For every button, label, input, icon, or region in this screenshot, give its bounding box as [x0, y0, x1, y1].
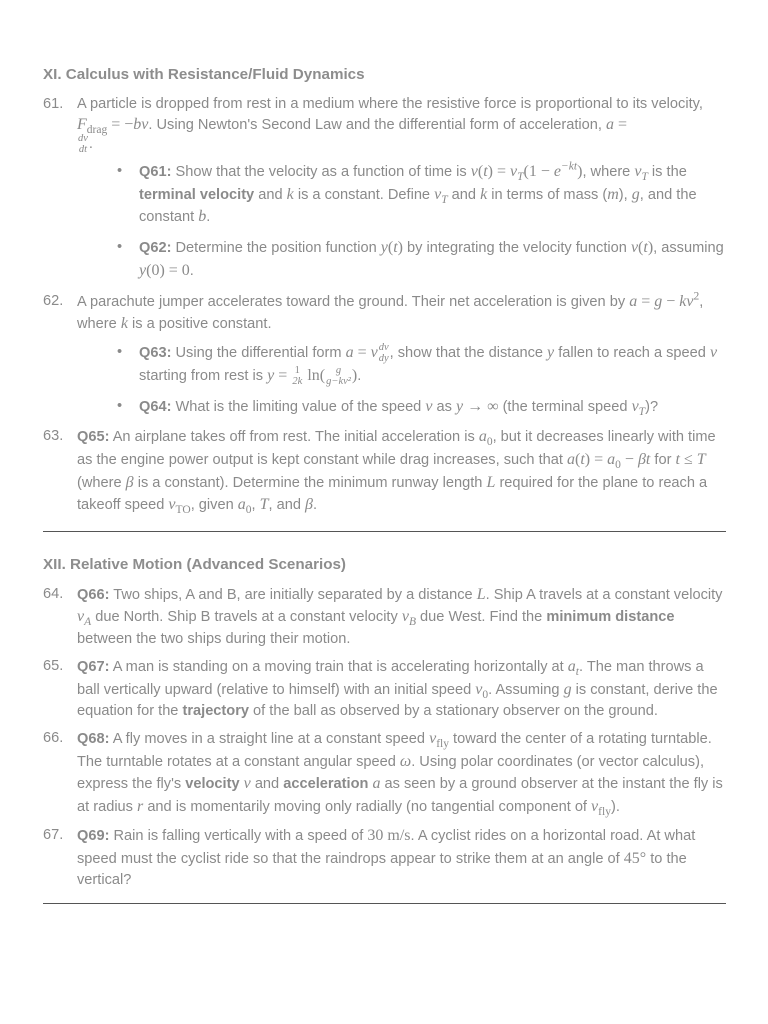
- question-number: 67.: [43, 826, 64, 843]
- question-61: 61. A particle is dropped from rest in a medium where the resistive force is proportional to its velocity, $F_{drag} = -bv$. Using Newton's Second Law and the differential form of acceleration, a = dv dt . • Q61: Show that the velocity as a function of time is $v(t) = v_T(1 - e^{-kt})$, where $v_T$ is the terminal velocity and k is a constant. Define $v_T$ and k in terms of mass (m), g, and the constant b. • Q62: Determine the position function y(t) by integrating the velocity function v(t), assuming y(0) = 0.: [43, 94, 726, 283]
- question-number: 64.: [43, 585, 64, 602]
- math-velocity-function: $v(t) = v_T(1 - e^{-kt})$: [470, 160, 583, 184]
- subquestion-q61: • Q61: Show that the velocity as a function of time is $v(t) = v_T(1 - e^{-kt})$, where $v_T$ is the terminal velocity and k is a constant. Define $v_T$ and k in terms of mass (m), g, and the constant b.: [139, 161, 726, 229]
- question-number: 63.: [43, 428, 64, 445]
- math-drag-force: $F_{drag} = -bv$: [77, 116, 149, 137]
- question-64: 64. Q66: Two ships, A and B, are initially separated by a distance L. Ship A travels at a constant velocity $v_A$ due North. Ship B travels at a constant velocity $v_B$ due West. Find the minimum distance between the two ships during their motion.: [43, 585, 723, 648]
- question-67: 67. Q69: Rain is falling vertically with a speed of 30 m/s. A cyclist rides on a horizontal road. At what speed must the cyclist ride so that the raindrops appear to strike them at an angle of 45° to the vertical?: [43, 826, 696, 889]
- subquestion-q64: • Q64: What is the limiting value of the speed v as y → ∞ (the terminal speed $v_T$)?: [139, 396, 726, 419]
- question-66: 66. Q68: A fly moves in a straight line at a constant speed $v_{fly}$ toward the center of a rotating turntable. The turntable rotates at a constant angular speed ω. Using polar coordinates (or vector calculus), express the fly's velocity v and acceleration a as seen by a ground observer at the instant the fly is at radius r and is momentarily moving only radially (no tangential component of $v_{fly}$).: [43, 730, 723, 819]
- question-65: 65. Q67: A man is standing on a moving train that is accelerating horizontally at $a_t$. The man throws a ball vertically upward (relative to himself) with an initial speed $v_0$. Assuming g is constant, derive the equation for the trajectory of the ball as observed by a stationary observer on the ground.: [43, 657, 718, 720]
- subquestion-q63: • Q63: Using the differential form a = v dv dy , show that the distance y fallen to reach a speed v starting from rest is y = 1 2k ln( g g−kv² ).: [139, 342, 726, 387]
- subquestion-q62: • Q62: Determine the position function y(t) by integrating the velocity function v(t), assuming y(0) = 0.: [139, 237, 726, 282]
- question-number: 66.: [43, 730, 64, 746]
- section-divider: [43, 531, 726, 532]
- math-accel: a =: [606, 116, 628, 134]
- question-number: 65.: [43, 657, 64, 674]
- question-62: 62. A parachute jumper accelerates toward the ground. Their net acceleration is given by $a = g - kv^2$, where k is a positive constant. • Q63: Using the differential form a = v dv dy , show that the distance y fallen to reach a speed v starting from rest is y = 1 2k ln( g g−kv² ). • Q64: What is the limiting value of the speed v as y → ∞ (the terminal speed $v_T$)?: [43, 291, 726, 419]
- subquestion-list: [77, 342, 726, 418]
- section-heading-xi: XI. Calculus with Resistance/Fluid Dynamics: [43, 66, 365, 83]
- math-dv-dt: dv dt: [78, 133, 88, 156]
- question-number: 62.: [43, 292, 64, 309]
- subquestion-list: [77, 161, 726, 283]
- section-heading-xii: XII. Relative Motion (Advanced Scenarios): [43, 556, 346, 574]
- section-divider: [43, 903, 726, 904]
- question-63: 63. Q65: An airplane takes off from rest. The initial acceleration is $a_0$, but it decreases linearly with time as the engine power output is kept constant while drag increases, such that $a(t) = a_0 - \beta t$ for t ≤ T (where β is a constant). Determine the minimum runway length L required for the plane to reach a takeoff speed $v_{TO}$, given $a_0$, T, and β.: [43, 428, 716, 517]
- question-number: 61.: [43, 95, 64, 112]
